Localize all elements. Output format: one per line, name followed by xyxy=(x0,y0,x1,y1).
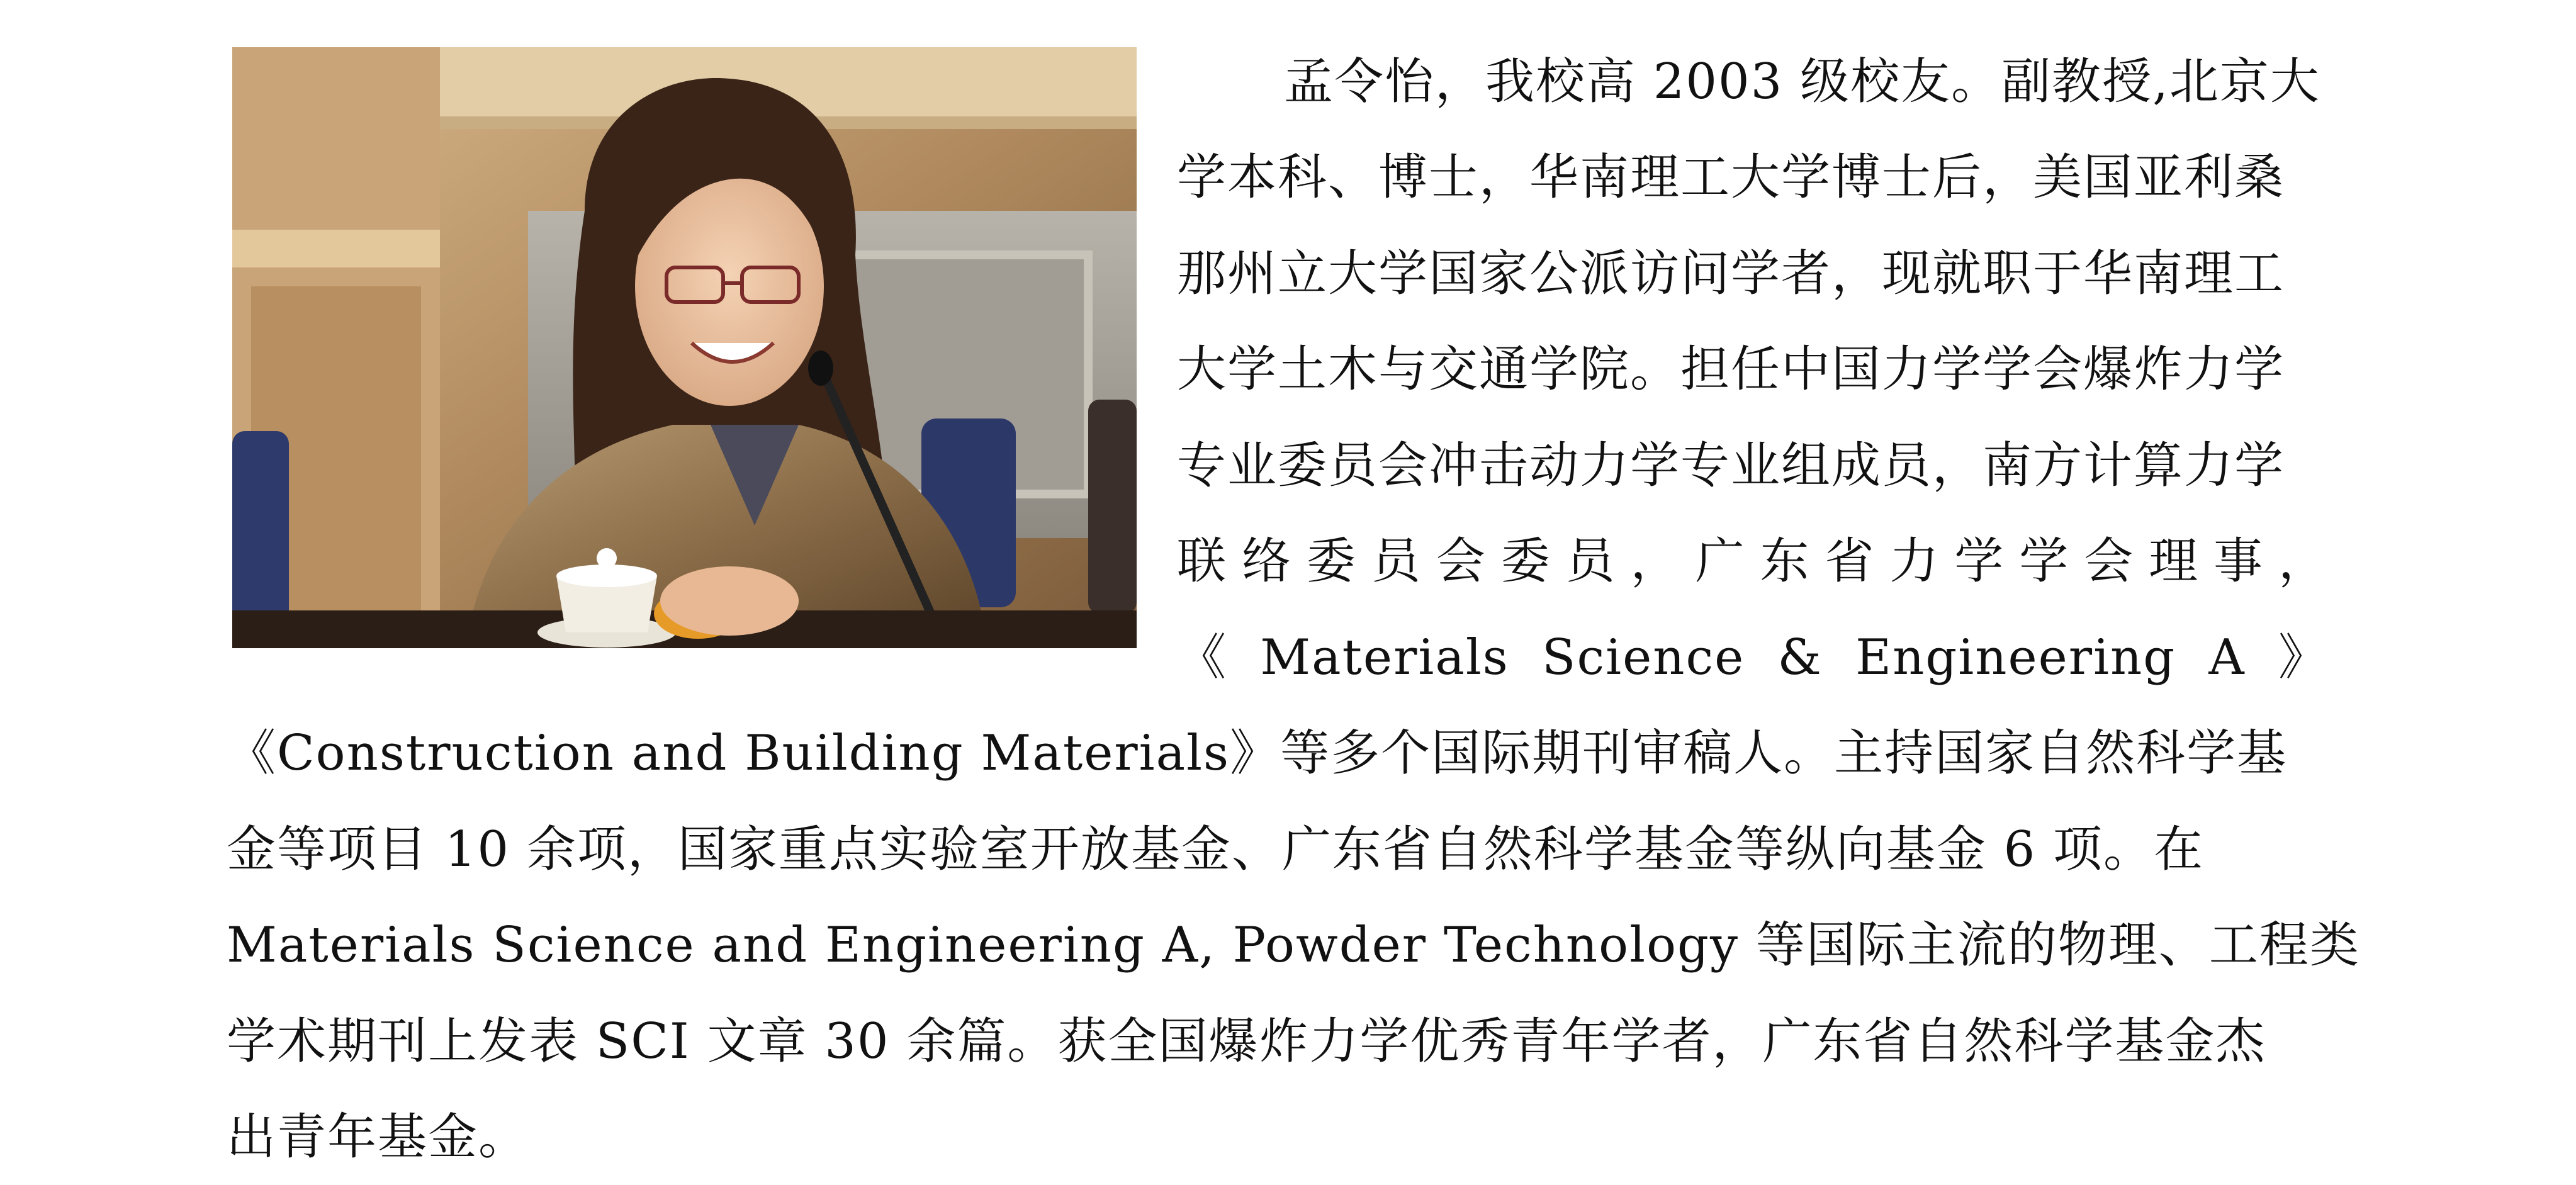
line-6-char: 理 xyxy=(2149,533,2200,590)
portrait-photo-illustration xyxy=(232,47,1137,648)
line-7-word: 》 xyxy=(2278,629,2329,686)
line-6-char: 联 xyxy=(1177,533,1228,590)
paragraph-line-11: 学术期刊上发表 SCI 文章 30 余篇。获全国爆炸力学优秀青年学者，广东省自然科学基金杰 xyxy=(227,1013,2266,1070)
paragraph-line-6 xyxy=(1177,530,2329,593)
line-6-char: 力 xyxy=(1889,533,1940,590)
line-6-char: 会 xyxy=(1436,533,1487,590)
line-6-char: 学 xyxy=(2019,533,2070,590)
paragraph-line-4: 大学土木与交通学院。担任中国力学学会爆炸力学 xyxy=(1177,341,2285,398)
line-6-char: 东 xyxy=(1760,533,1811,590)
paragraph-line-7 xyxy=(1177,626,2329,689)
line-7-word: A xyxy=(2208,629,2246,686)
line-7-word: 《 xyxy=(1177,629,1228,686)
line-6-char: 省 xyxy=(1825,533,1876,590)
line-6-char: 络 xyxy=(1241,533,1292,590)
line-6-char: 会 xyxy=(2084,533,2135,590)
line-6-char: 员 xyxy=(1565,533,1616,590)
line-6-char: 员 xyxy=(1371,533,1422,590)
line-7-word: Engineering xyxy=(1855,629,2176,686)
paragraph-line-3: 那州立大学国家公派访问学者，现就职于华南理工 xyxy=(1177,245,2285,302)
paragraph-line-1: 孟令怡，我校高 2003 级校友。副教授,北京大 xyxy=(1284,53,2320,110)
paragraph-line-5: 专业委员会冲击动力学专业组成员，南方计算力学 xyxy=(1177,437,2285,494)
line-6-char: 广 xyxy=(1695,533,1746,590)
portrait-photo xyxy=(232,47,1137,648)
line-6-char: ， xyxy=(1630,533,1681,590)
line-7-word: Materials xyxy=(1260,629,1509,686)
paragraph-line-12: 出青年基金。 xyxy=(227,1109,529,1165)
line-6-char: 学 xyxy=(1954,533,2005,590)
paragraph-line-2: 学本科、博士，华南理工大学博士后，美国亚利桑 xyxy=(1177,149,2285,206)
paragraph-line-10: Materials Science and Engineering A, Powder Technology 等国际主流的物理、工程类 xyxy=(227,917,2360,974)
line-6-char: 事 xyxy=(2213,533,2264,590)
line-7-word: Science xyxy=(1542,629,1745,686)
line-6-char: ， xyxy=(2278,533,2329,590)
line-7-word: & xyxy=(1777,629,1823,686)
line-6-char: 委 xyxy=(1306,533,1357,590)
paragraph-line-9: 金等项目 10 余项，国家重点实验室开放基金、广东省自然科学基金等纵向基金 6 项。在 xyxy=(227,821,2205,878)
paragraph-line-8: 《Construction and Building Materials》等多个国际期刊审稿人。主持国家自然科学基 xyxy=(227,725,2288,782)
line-6-char: 委 xyxy=(1500,533,1551,590)
